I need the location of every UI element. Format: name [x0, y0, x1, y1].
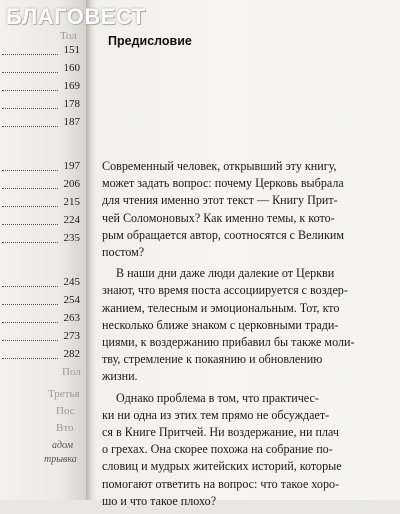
text-line: рым обращается автор, соотносятся с Великим	[102, 227, 344, 242]
toc-page-number: 245	[63, 276, 80, 288]
toc-page-number: 160	[63, 62, 80, 74]
toc-page-number: 263	[63, 312, 80, 324]
toc-entry	[0, 330, 84, 344]
text-line: ки ни одна из этих тем прямо не обсуждает-	[102, 407, 330, 422]
watermark-logo: БЛАГОВЕСТ	[6, 4, 146, 29]
toc-entry	[0, 44, 84, 58]
text-line: для чтения именно этот текст — Книгу Прит-	[102, 193, 338, 208]
text-line: постом?	[102, 245, 145, 260]
toc-page-number: 224	[63, 214, 80, 226]
toc-fragment: Третья	[48, 388, 80, 400]
text-line: жизни.	[102, 369, 138, 384]
text-line: В наши дни даже люди далекие от Церкви	[116, 266, 335, 281]
text-line: жанием, телесным и эмоциональным. Тот, кто	[102, 300, 340, 315]
toc-fragment: Тол	[60, 30, 77, 42]
toc-entry	[0, 178, 84, 192]
toc-entry	[0, 312, 84, 326]
toc-fragment: Пол	[62, 366, 81, 378]
toc-entry	[0, 348, 84, 362]
text-line: словиц и мудрых житейских историй, которые	[102, 459, 342, 474]
toc-entry	[0, 80, 84, 94]
text-line: шо и что такое плохо?	[102, 493, 217, 508]
text-line: может задать вопрос: почему Церковь выбрала	[102, 176, 344, 191]
text-line: несколько ближе знаком с церковными тради-	[102, 317, 339, 332]
text-line: о грехах. Она скорее похожа на собрание по-	[102, 442, 333, 457]
toc-fragment: трывка	[44, 454, 77, 465]
paragraph	[102, 265, 366, 385]
book-gutter	[86, 0, 96, 500]
text-line: помогают ответить на вопрос: что такое хоро-	[102, 476, 340, 491]
toc-entry	[0, 116, 84, 130]
toc-entry	[0, 62, 84, 76]
toc-fragment: Пос	[56, 405, 75, 417]
toc-entry	[0, 98, 84, 112]
toc-entry	[0, 232, 84, 246]
toc-page-number: 273	[63, 330, 80, 342]
right-page	[96, 0, 400, 508]
paragraph	[102, 158, 366, 261]
toc-page-number: 151	[63, 44, 80, 56]
text-line: циями, к воздержанию прибавил бы также моли-	[102, 335, 355, 350]
toc-entry	[0, 160, 84, 174]
toc-page-number: 215	[63, 196, 80, 208]
toc-page-number: 254	[63, 294, 80, 306]
toc-page-number: 282	[63, 348, 80, 360]
toc-entry	[0, 196, 84, 210]
toc-entry	[0, 276, 84, 290]
toc-page-number: 178	[63, 98, 80, 110]
text-line: ся в Книге Притчей. Ни воздержание, ни плач	[102, 425, 339, 440]
chapter-heading: Предисловие	[108, 34, 192, 48]
toc-entry	[0, 214, 84, 228]
toc-page-number: 206	[63, 178, 80, 190]
left-page-toc	[0, 0, 88, 500]
toc-page-number: 169	[63, 80, 80, 92]
text-line: чей Соломоновых? Как именно темы, к кото-	[102, 210, 335, 225]
toc-page-number: 197	[63, 160, 80, 172]
body-text	[102, 158, 366, 514]
toc-page-number: 235	[63, 232, 80, 244]
text-line: Однако проблема в том, что практичес-	[116, 390, 319, 405]
toc-fragment: Вто	[56, 422, 74, 434]
toc-fragment: адом	[52, 440, 74, 451]
text-line: Современный человек, открывший эту книгу,	[102, 159, 337, 173]
text-line: тву, стремление к покаянию и обновлению	[102, 352, 323, 367]
toc-page-number: 187	[63, 116, 80, 128]
text-line: знают, что время поста ассоциируется с воздер-	[102, 283, 348, 298]
paragraph	[102, 390, 366, 510]
toc-entry	[0, 294, 84, 308]
